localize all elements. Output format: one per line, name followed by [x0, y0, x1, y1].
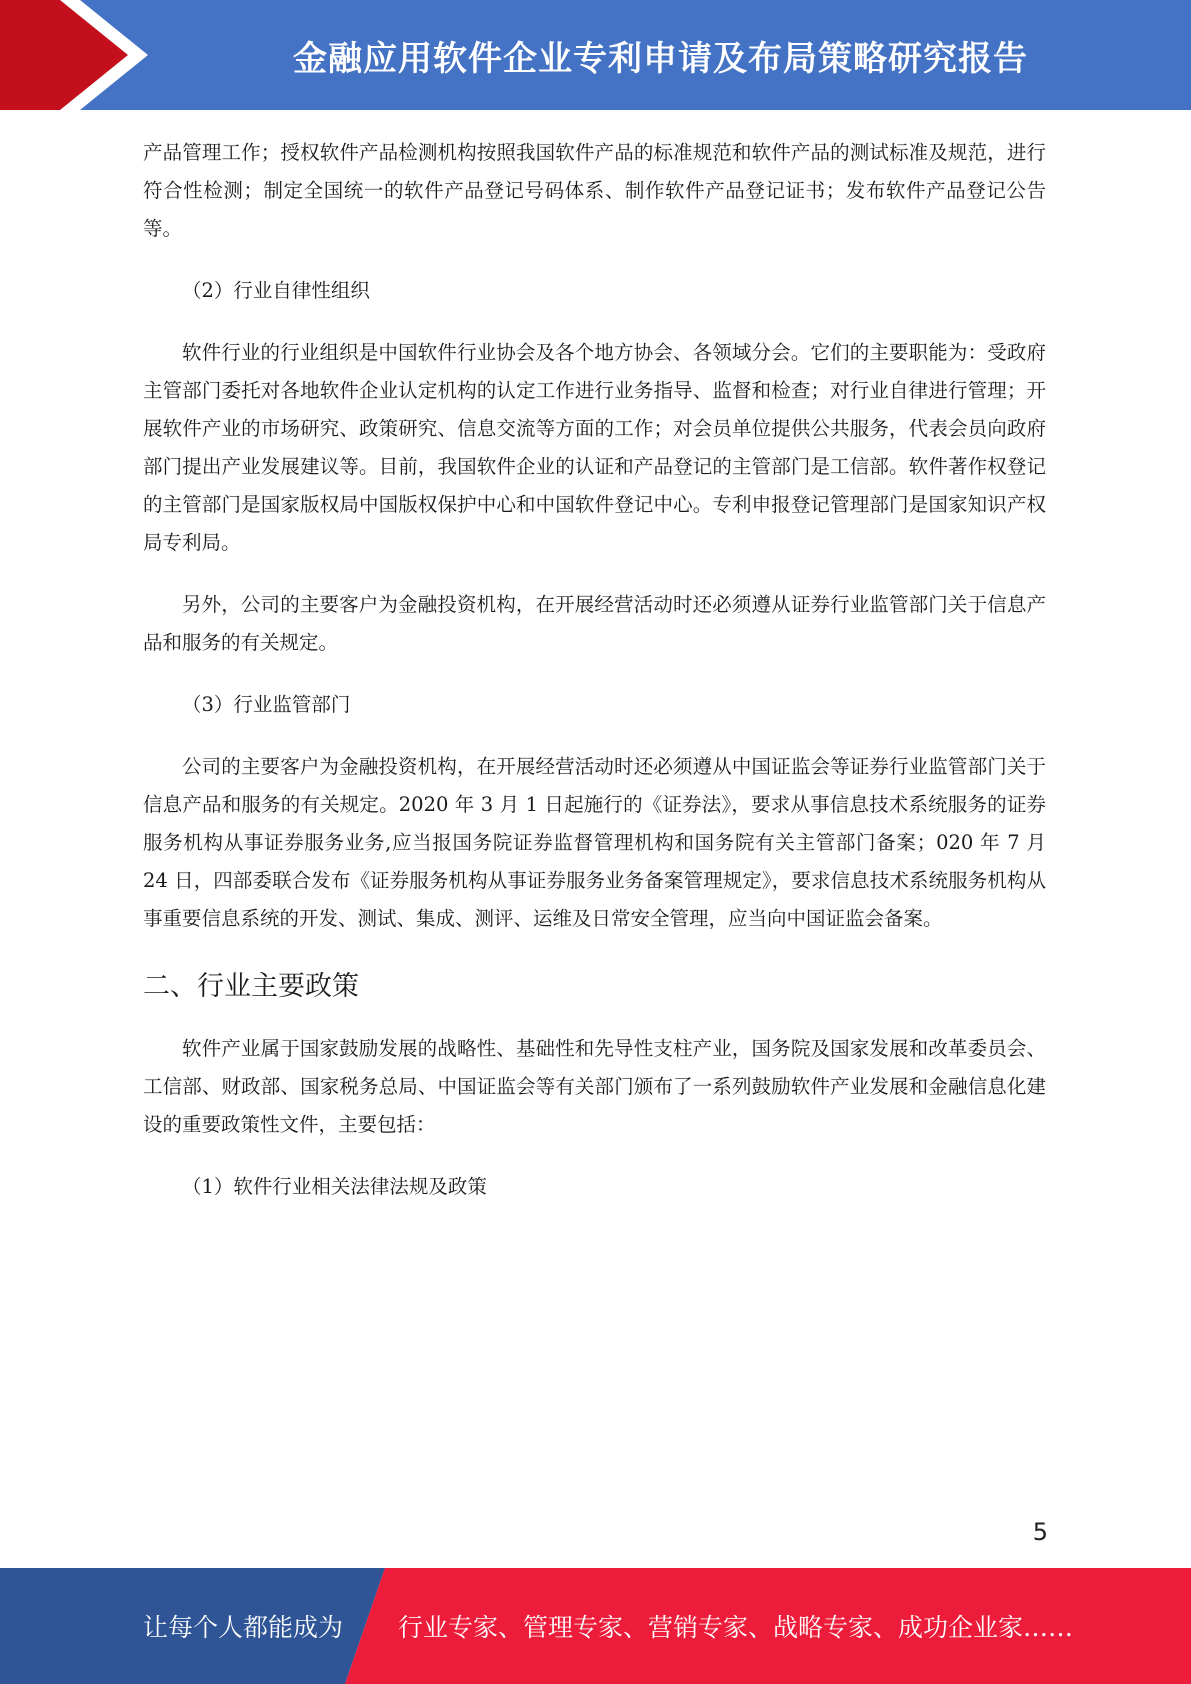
paragraph-industry-organization: 软件行业的行业组织是中国软件行业协会及各个地方协会、各领域分会。它们的主要职能为：受政府主管部门委托对各地软件企业认定机构的认定工作进行业务指导、监督和检查；对行业自律进行管理；开展软件产业的市场研究、政策研究、信息交流等方面的工作；对会员单位提供公共服务，代表会员向政府部门提出产业发展建议等。目前，我国软件企业的认证和产品登记的主管部门是工信部。软件著作权登记的主管部门是国家版权局中国版权保护中心和中国软件登记中心。专利申报登记管理部门是国家知识产权局专利局。 [143, 341, 1046, 554]
header-title: 金融应用软件企业专利申请及布局策略研究报告 [293, 38, 1028, 79]
header-red-chevron [0, 0, 148, 110]
page-number: 5 [1032, 1518, 1048, 1546]
page-footer [0, 1568, 1191, 1684]
paragraph-securities-law: 公司的主要客户为金融投资机构，在开展经营活动时还必须遵从中国证监会等证券行业监管部门关于信息产品和服务的有关规定。2020 年 3 月 1 日起施行的《证券法》，要求从事信息技术系统服务的证券服务机构从事证券服务业务,应当报国务院证券监督管理机构和国务院有关主管部门备案；020 年 7 月 24 日，四部委联合发布《证券服务机构从事证券服务业务备案管理规定》，要求信息技术系统服务机构从事重要信息系统的开发、测试、集成、测评、运维及日常安全管理，应当向中国证监会备案。 [143, 755, 1046, 930]
subheading-self-regulatory: （2）行业自律性组织 [182, 279, 370, 302]
paragraph-policies: 软件产业属于国家鼓励发展的战略性、基础性和先导性支柱产业，国务院及国家发展和改革委员会、工信部、财政部、国家税务总局、中国证监会等有关部门颁布了一系列鼓励软件产业发展和金融信息化建设的重要政策性文件，主要包括： [143, 1037, 1046, 1136]
subheading-regulators: （3）行业监管部门 [182, 693, 351, 716]
page-header [0, 0, 1191, 110]
section-heading-policies: 二、行业主要政策 [143, 971, 359, 1002]
footer-slogan-right: 行业专家、管理专家、营销专家、战略专家、成功企业家…… [398, 1613, 1074, 1642]
paragraph-clients: 另外，公司的主要客户为金融投资机构，在开展经营活动时还必须遵从证券行业监管部门关于信息产品和服务的有关规定。 [143, 593, 1046, 654]
paragraph-continued: 产品管理工作；授权软件产品检测机构按照我国软件产品的标准规范和软件产品的测试标准及规范，进行符合性检测；制定全国统一的软件产品登记号码体系、制作软件产品登记证书；发布软件产品登记公告等。 [143, 141, 1046, 240]
footer-slogan-left: 让每个人都能成为 [143, 1613, 344, 1642]
subheading-software-laws: （1）软件行业相关法律法规及政策 [182, 1175, 487, 1198]
document-body [143, 134, 1046, 1206]
